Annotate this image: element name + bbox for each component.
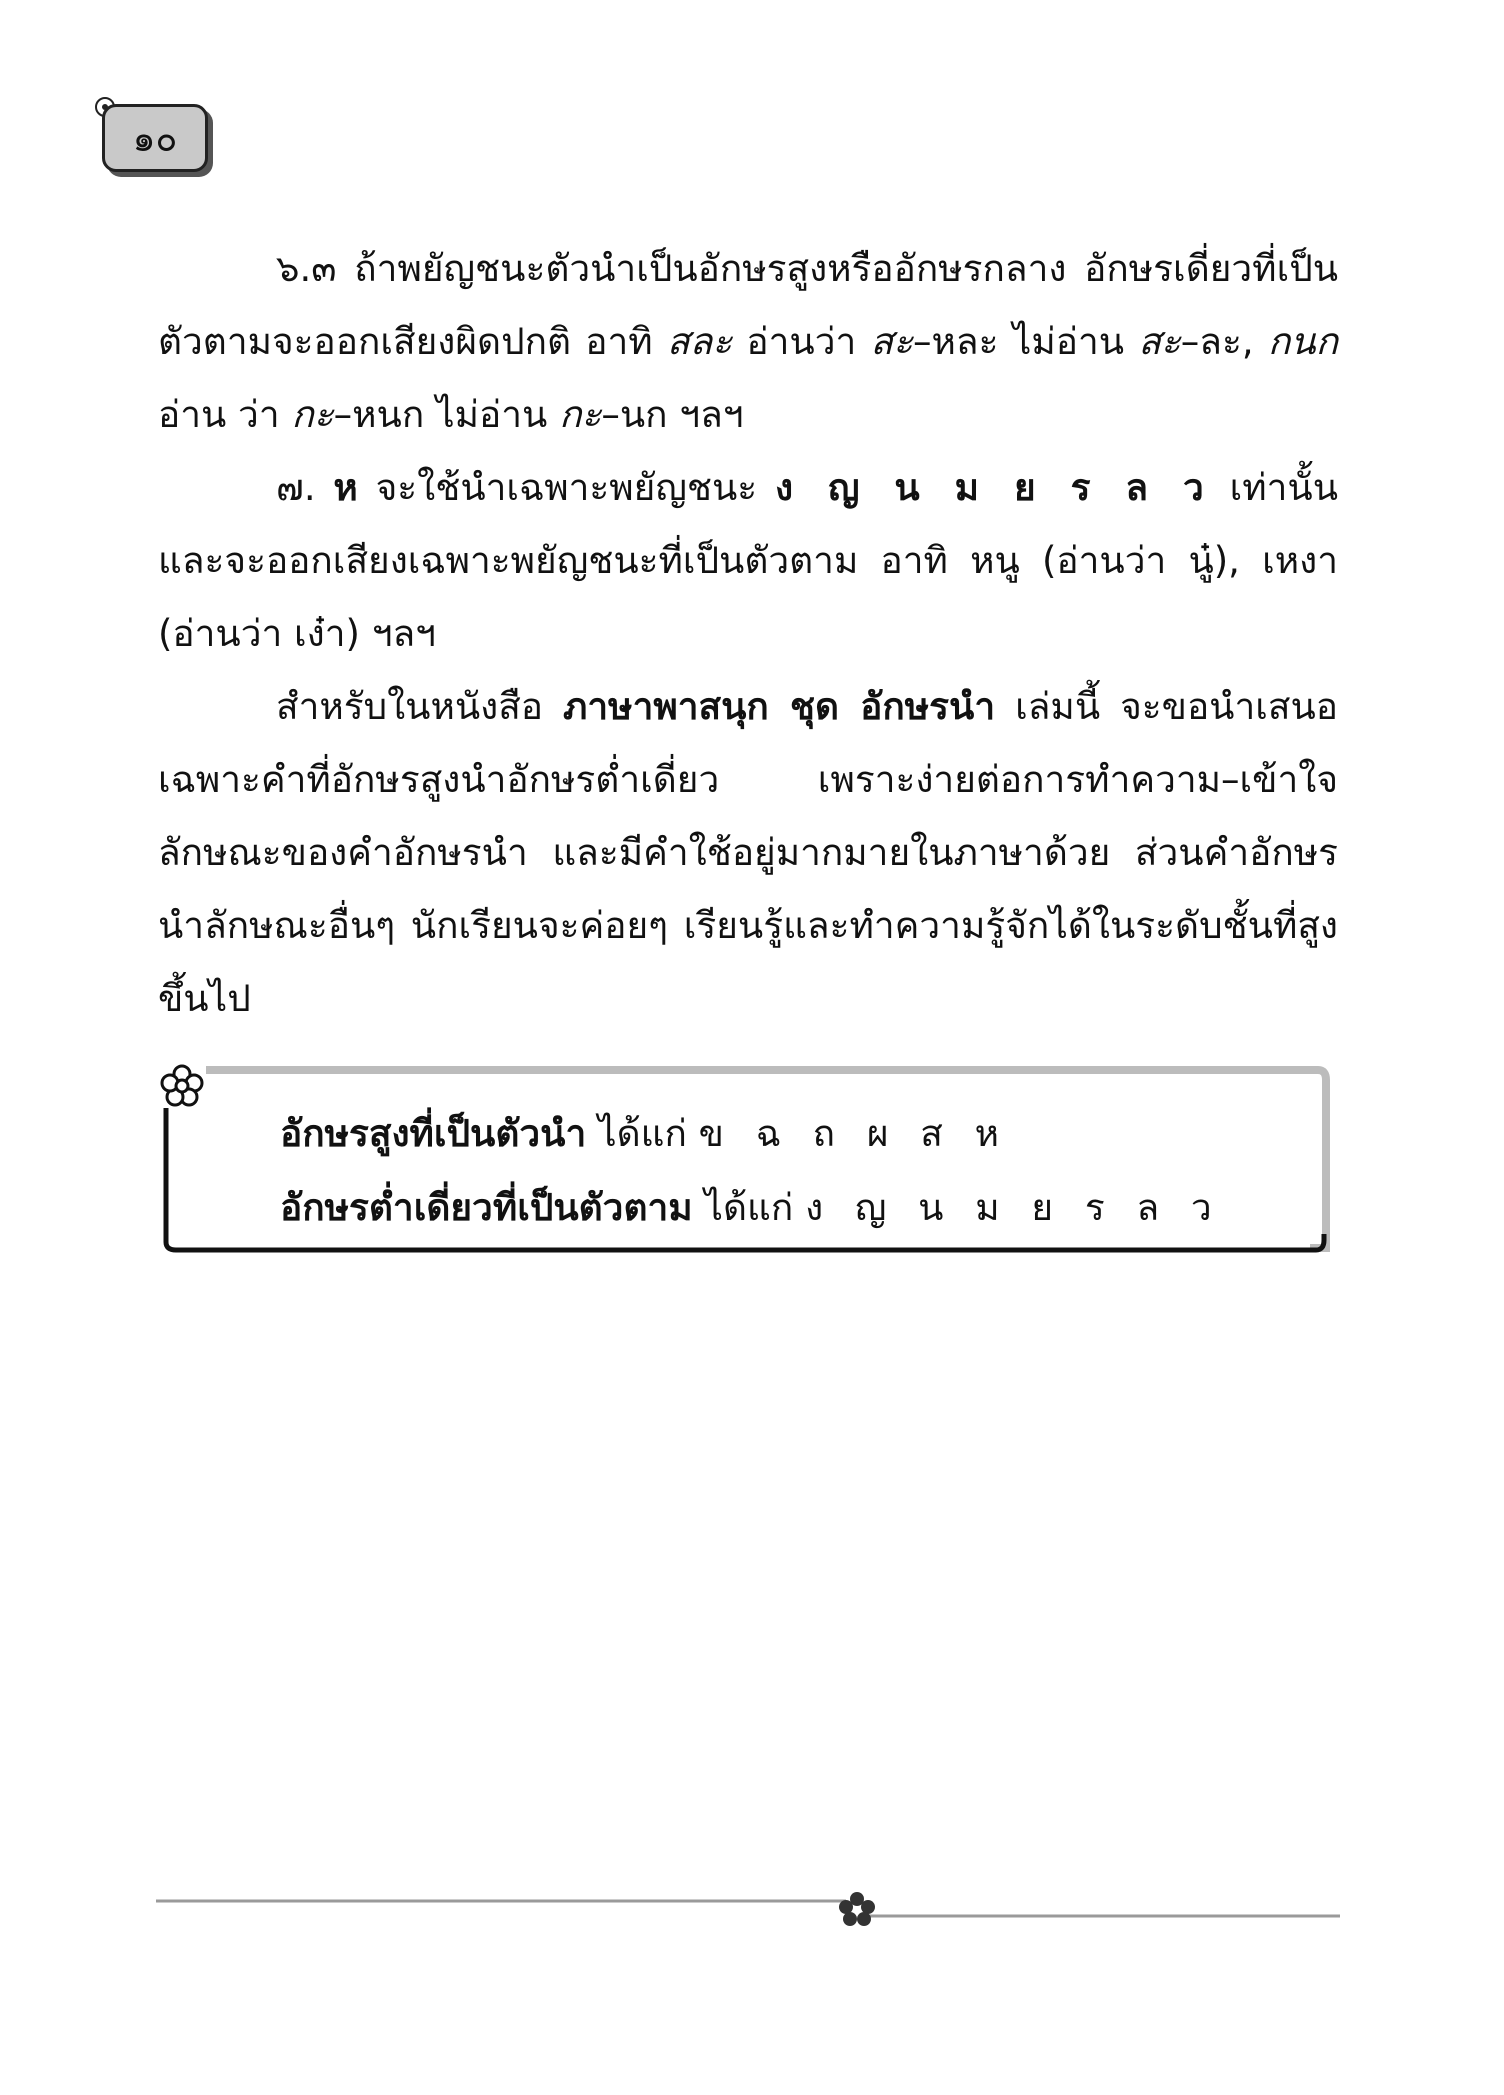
flower-filled-icon — [839, 1892, 875, 1926]
example-word: สะ — [1138, 320, 1181, 363]
body-text — [158, 232, 1338, 1035]
text: อ่าน ว่า — [158, 393, 292, 436]
item-number: ๗. — [276, 466, 334, 509]
page-number: ๑๐ — [102, 104, 208, 172]
paragraph-book — [158, 670, 1338, 1035]
paragraph-7 — [158, 451, 1338, 670]
text: ได้แก่ — [586, 1112, 699, 1155]
example-word: กะ — [291, 393, 334, 436]
bold-letter: ห — [333, 466, 358, 509]
example-word: สละ — [666, 320, 733, 363]
text: อ่านว่า — [732, 320, 871, 363]
text: –ละ, — [1180, 320, 1268, 363]
example-word: กนก — [1267, 320, 1338, 363]
letter-list: ง ญ น ม ย ร ล ว — [805, 1186, 1222, 1229]
example-word: กะ — [559, 393, 602, 436]
paragraph-6-3 — [158, 232, 1338, 451]
example-word: สะ — [870, 320, 913, 363]
note-label: อักษรต่ำเดี่ยวที่เป็นตัวตาม — [280, 1186, 693, 1229]
text: จะใช้นำเฉพาะพยัญชนะ — [357, 466, 775, 509]
text: –หละ ไม่อ่าน — [913, 320, 1139, 363]
text: สำหรับในหนังสือ — [276, 685, 564, 728]
note-line-high-leading — [280, 1104, 1009, 1163]
flower-outline-icon — [162, 1066, 202, 1105]
text: ได้แก่ — [692, 1186, 806, 1229]
letter-list: ข ฉ ถ ผ ส ห — [698, 1112, 1010, 1155]
text: เล่มนี้ จะขอนำเสนอเฉพาะคำที่อักษรสูงนำอักษรต่ำเดี่ยว เพราะง่ายต่อการทำความ–เข้าใจลักษณะของคำอักษรนำ และมีคำใช้อยู่มากมายในภาษาด้วย ส่วนคำอักษรนำลักษณะอื่นๆ นักเรียนจะค่อยๆ เรียนรู้และทำความรู้จักได้ในระดับชั้นที่สูงขึ้นไป — [158, 685, 1338, 1020]
text: เท่านั้น และจะออกเสียงเฉพาะพยัญชนะที่เป็นตัวตาม อาทิ หนู (อ่านว่า นู๋), เหงา (อ่านว่า เง๋า) ฯลฯ — [158, 466, 1338, 655]
book-title: ภาษาพาสนุก ชุด อักษรนำ — [563, 685, 996, 728]
note-label: อักษรสูงที่เป็นตัวนำ — [280, 1112, 587, 1155]
text: –หนก ไม่อ่าน — [333, 393, 560, 436]
note-box — [160, 1064, 1330, 1256]
note-line-low-following — [280, 1178, 1222, 1237]
bold-letters: ง ญ น ม ย ร ล ว — [774, 466, 1212, 509]
text: –นก ฯลฯ — [601, 393, 744, 436]
footer-divider — [156, 1890, 1346, 1930]
text: ๖.๓ ถ้าพยัญชนะตัวนำเป็นอักษรสูงหรืออักษรกลาง อักษรเดี่ยวที่เป็นตัวตามจะออกเสียงผิดปกติ อาทิ — [158, 247, 1338, 363]
